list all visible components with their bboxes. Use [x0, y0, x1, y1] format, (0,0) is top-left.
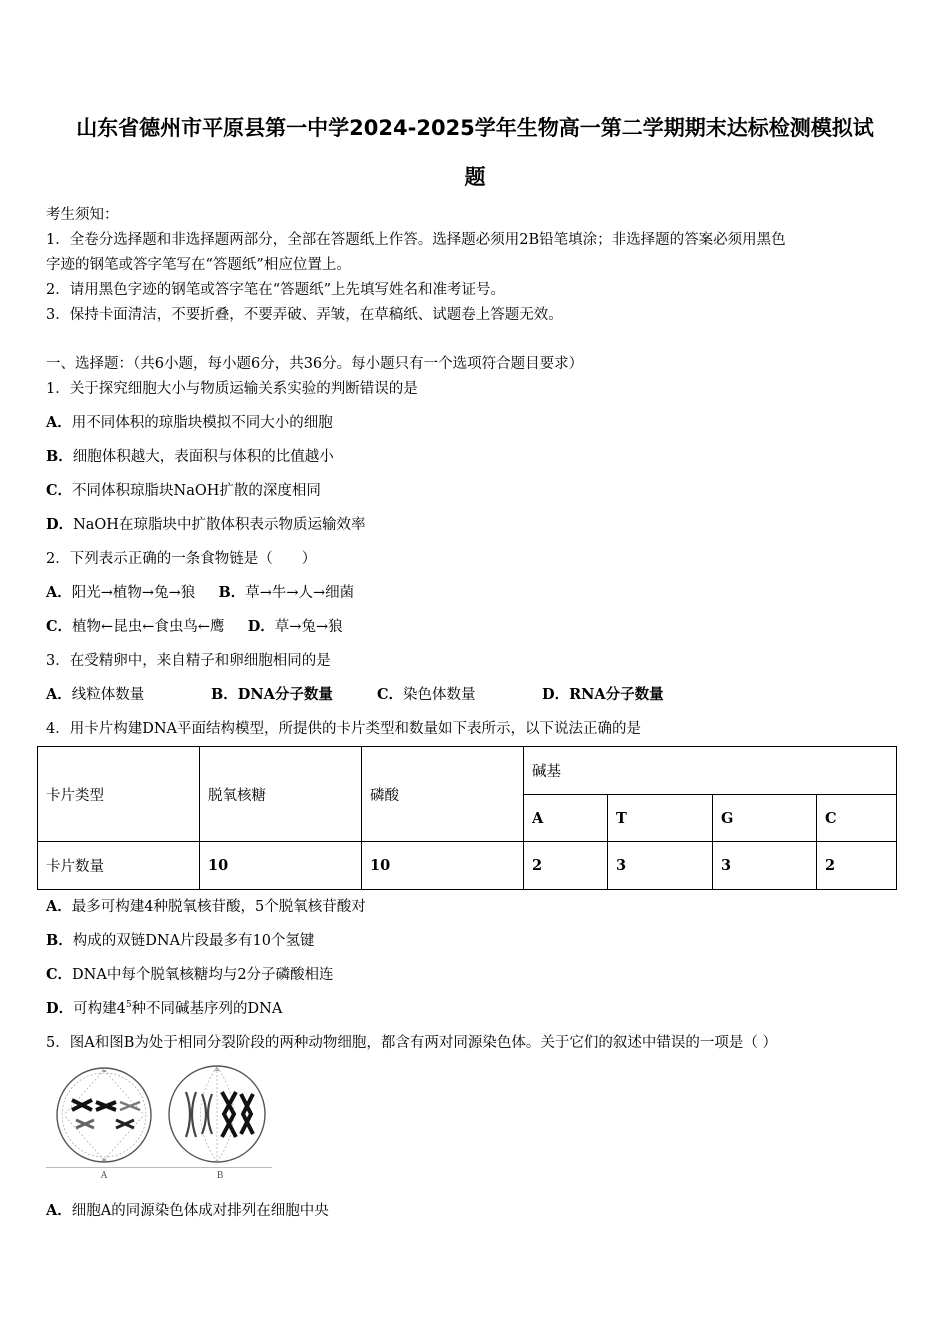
header-base-c: C — [817, 795, 897, 842]
header-card-type: 卡片类型 — [38, 747, 200, 842]
notice-heading: 考生须知： — [46, 207, 119, 223]
question-2-stem: 2．下列表示正确的一条食物链是（ ） — [46, 551, 317, 567]
exam-title-line2: 题 — [464, 165, 486, 189]
card-table — [37, 746, 897, 890]
question-3-stem: 3．在受精卵中，来自精子和卵细胞相同的是 — [46, 653, 331, 669]
question-2-options-ab: A．阳光→植物→兔→狼 B．草→牛→人→细菌 — [46, 584, 355, 601]
question-1-option-c: C．不同体积琼脂块NaOH扩散的深度相同 — [46, 482, 321, 499]
svg-text:≈: ≈ — [101, 1156, 107, 1164]
header-deoxyribose: 脱氧核糖 — [200, 747, 362, 842]
notice-item-3: 3．保持卡面清洁，不要折叠，不要弄破、弄皱，在草稿纸、试题卷上答题无效。 — [46, 307, 563, 323]
question-4-option-d: D．可构建$4^5$种不同碱基序列的DNA — [46, 1000, 283, 1017]
header-base-a: A — [524, 795, 608, 842]
svg-text:≈: ≈ — [101, 1067, 107, 1075]
question-3-option-a: A．线粒体数量 — [46, 686, 145, 703]
cell-deoxyribose: 10 — [200, 842, 362, 890]
question-5-option-a: A．细胞A的同源染色体成对排列在细胞中央 — [46, 1202, 329, 1219]
row-label-card-count: 卡片数量 — [38, 842, 200, 890]
cell-b-diagram — [169, 1066, 265, 1162]
notice-item-1: 1．全卷分选择题和非选择题两部分，全部在答题纸上作答。选择题必须用2B铅笔填涂；非选择题的答案必须用黑色 — [46, 232, 786, 248]
cell-base-t: 3 — [608, 842, 713, 890]
cell-base-a: 2 — [524, 842, 608, 890]
header-base: 碱基 — [524, 747, 897, 795]
exam-title-line1: 山东省德州市平原县第一中学2024-2025学年生物高一第二学期期末达标检测模拟试 — [76, 116, 874, 140]
question-4-option-c: C．DNA中每个脱氧核糖均与2分子磷酸相连 — [46, 966, 334, 983]
header-phosphate: 磷酸 — [362, 747, 524, 842]
cell-base-c: 2 — [817, 842, 897, 890]
section-heading: 一、选择题：（共6小题，每小题6分，共36分。每小题只有一个选项符合题目要求） — [46, 356, 584, 372]
question-3-option-c: C．染色体数量 — [377, 686, 476, 703]
header-base-g: G — [713, 795, 817, 842]
question-3-option-b: B．DNA分子数量 — [211, 686, 333, 703]
question-1-option-a: A．用不同体积的琼脂块模拟不同大小的细胞 — [46, 414, 333, 431]
header-base-t: T — [608, 795, 713, 842]
question-1-option-d: D．NaOH在琼脂块中扩散体积表示物质运输效率 — [46, 516, 366, 533]
cell-division-figure — [44, 1062, 274, 1184]
question-1-option-b: B．细胞体积越大，表面积与体积的比值越小 — [46, 448, 334, 465]
notice-item-2: 2．请用黑色字迹的钢笔或答字笔在“答题纸”上先填写姓名和准考证号。 — [46, 282, 506, 298]
figure-label-b: B — [216, 1171, 224, 1181]
table-row — [38, 842, 897, 890]
question-5-stem: 5．图A和图B为处于相同分裂阶段的两种动物细胞，都含有两对同源染色体。关于它们的叙述中错误的一项是（ ） — [46, 1035, 777, 1051]
cell-phosphate: 10 — [362, 842, 524, 890]
question-1-stem: 1．关于探究细胞大小与物质运输关系实验的判断错误的是 — [46, 381, 418, 397]
cell-base-g: 3 — [713, 842, 817, 890]
question-4-option-a: A．最多可构建4种脱氧核苷酸，5个脱氧核苷酸对 — [46, 898, 366, 915]
question-4-option-b: B．构成的双链DNA片段最多有10个氢键 — [46, 932, 315, 949]
question-4-stem: 4．用卡片构建DNA平面结构模型，所提供的卡片类型和数量如下表所示，以下说法正确的是 — [46, 721, 642, 737]
question-3-option-d: D．RNA分子数量 — [542, 686, 664, 703]
figure-label-a: A — [100, 1171, 108, 1181]
svg-text:≈: ≈ — [214, 1066, 220, 1074]
cell-a-diagram — [57, 1067, 151, 1164]
notice-item-1-cont: 字迹的钢笔或答字笔写在“答题纸”相应位置上。 — [46, 257, 351, 273]
question-2-options-cd: C．植物←昆虫←食虫鸟←鹰 D．草→兔→狼 — [46, 618, 343, 635]
